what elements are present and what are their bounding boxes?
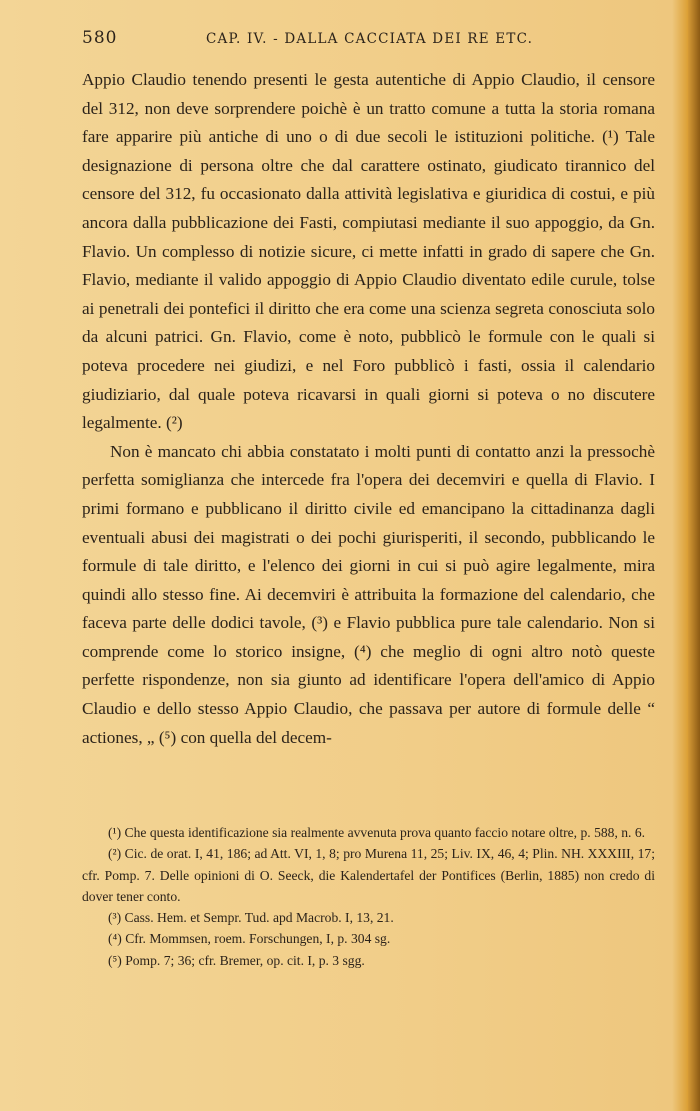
footnote-1: (¹) Che questa identificazione sia realmente avvenuta prova quanto faccio notare oltre, p. 588, n. 6. bbox=[108, 825, 646, 840]
page-number: 580 bbox=[82, 28, 118, 48]
running-head: CAP. IV. - DALLA CACCIATA DEI RE ETC. bbox=[206, 31, 534, 47]
footnote-3: (³) Cass. Hem. et Sempr. Tud. apd Macrob. I, 13, 21. bbox=[108, 910, 394, 926]
footnote-4: (⁴) Cfr. Mommsen, roem. Forschungen, I, p. 304 sg. bbox=[108, 931, 391, 947]
main-text bbox=[82, 66, 655, 752]
page-edge-shadow bbox=[688, 0, 700, 1111]
footnotes bbox=[82, 822, 655, 971]
paragraph: Appio Claudio tenendo presenti le gesta autentiche di Appio Claudio, il censore del 312, non deve sorprendere poichè è un tratto comune a tutta la storia romana fare apparire più antiche di uno o di due secoli le istituzioni politiche. (¹) Tale designazione di persona oltre che dal carattere ostinato, giudicato tirannico del censore del 312, fu occasionato dalla attività legislativa e giuridica di costui, e più ancora dalla pubblicazione dei Fasti, compiutasi mediante il suo appoggio, da Gn. Flavio. Un complesso di notizie sicure, ci mette infatti in grado di sapere che Gn. Flavio, mediante il valido appoggio di Appio Claudio diventato edile curule, tolse ai penetrali dei pontefici il diritto che era come una scienza segreta conosciuta solo da alcuni patrici. Gn. Flavio, come è noto, pubblicò le formule con le quali si poteva procedere nei giudizi, e nel Foro pubblicò i fasti, ossia il calendario giudiziario, dal quale poteva ricavarsi in quali giorni si poteva o no discutere legalmente. (²) bbox=[82, 70, 655, 433]
paragraph: Non è mancato chi abbia constatato i molti punti di contatto anzi la pressochè perfetta somiglianza che intercede fra l'opera dei decemviri e quella di Flavio. I primi formano e pubblicano il diritto civile ed emancipano la cittadinanza dagli eventuali abusi dei magistrati o dei pochi giurisperiti, il secondo, pubblicando le formule di tale diritto, e l'elenco dei giorni in cui si può agire legalmente, mira quindi allo stesso fine. Ai decemviri è attribuita la formazione del calendario, che faceva parte delle dodici tavole, (³) e Flavio pubblica pure tale calendario. Non si comprende come lo storico insigne, (⁴) che meglio di ogni altro notò queste perfette rispondenze, non sia giunto ad identificare l'opera dell'amico di Appio Claudio e dello stesso Appio Claudio, che passava per autore di formule delle “ actiones, „ (⁵) con quella del decem- bbox=[82, 441, 655, 747]
page-header bbox=[82, 28, 646, 52]
footnote-2: (²) Cic. de orat. I, 41, 186; ad Att. VI, 1, 8; pro Murena 11, 25; Liv. IX, 46, 4; Plin. NH. XXXIII, 17; cfr. Pomp. 7. Delle opinioni di O. Seeck, die Kalendertafel der Pontifices (Berlin, 1885) non credo di dover tener conto. bbox=[82, 846, 655, 904]
footnote-5: (⁵) Pomp. 7; 36; cfr. Bremer, op. cit. I, p. 3 sgg. bbox=[108, 952, 365, 968]
